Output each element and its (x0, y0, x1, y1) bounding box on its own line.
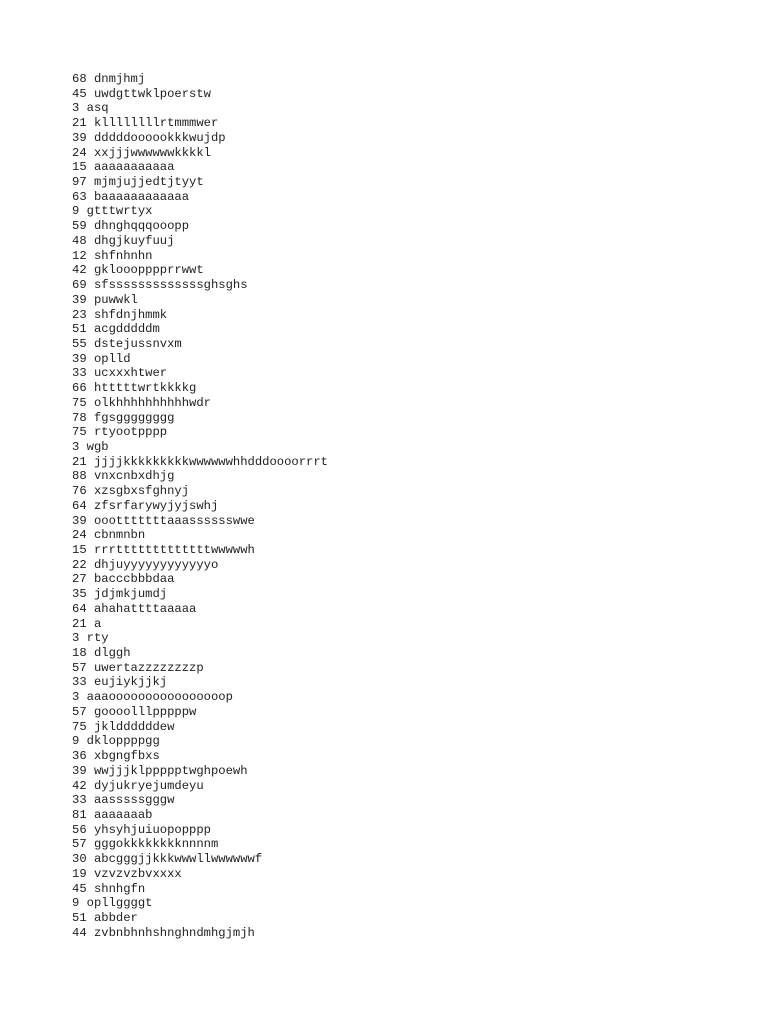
text-line: 55 dstejussnvxm (72, 336, 182, 351)
text-line: 39 oootttttttaaasssssswwe (72, 513, 255, 528)
text-line: 51 acgdddddm (72, 322, 160, 337)
text-line: 35 jdjmkjumdj (72, 587, 168, 602)
text-line: 42 dyjukryejumdeyu (72, 778, 204, 793)
text-line: 39 dddddoooookkkwujdp (72, 130, 226, 145)
text-line: 19 vzvzvzbvxxxx (72, 866, 182, 881)
text-line: 22 dhjuyyyyyyyyyyyyo (72, 557, 219, 572)
text-line: 36 xbgngfbxs (72, 749, 160, 764)
text-line: 39 oplld (72, 351, 131, 366)
text-line: 9 gtttwrtyx (72, 204, 153, 219)
text-line: 57 uwertazzzzzzzzp (72, 660, 204, 675)
text-line-list (72, 72, 328, 940)
text-line: 23 shfdnjhmmk (72, 307, 168, 322)
text-line: 15 rrrtttttttttttttwwwwwh (72, 543, 255, 557)
text-line: 97 mjmjujjedtjtyyt (72, 175, 204, 190)
text-line: 15 aaaaaaaaaaa (72, 160, 175, 175)
text-line: 33 aasssssgggw (72, 793, 175, 808)
text-line: 3 wgb (72, 439, 109, 454)
text-line: 75 rtyootpppp (72, 425, 168, 440)
text-line: 68 dnmjhmj (72, 72, 146, 86)
text-line: 75 olkhhhhhhhhhhwdr (72, 395, 211, 410)
text-line: 30 abcgggjjkkkwwwllwwwwwwf (72, 852, 263, 867)
text-line: 48 dhgjkuyfuuj (72, 233, 175, 248)
text-line: 63 baaaaaaaaaaaa (72, 189, 190, 204)
text-line: 81 aaaaaaab (72, 807, 153, 822)
text-line: 3 aaaoooooooooooooooop (72, 690, 233, 705)
text-line: 88 vnxcnbxdhjg (72, 469, 175, 484)
text-line: 18 dlggh (72, 646, 131, 661)
text-line: 24 cbnmnbn (72, 528, 146, 543)
text-line: 24 xxjjjwwwwwwkkkkl (72, 145, 211, 160)
text-line: 78 fgsgggggggg (72, 410, 175, 425)
text-line: 69 sfsssssssssssssghsghs (72, 278, 248, 293)
text-line: 66 htttttwrtkkkkg (72, 381, 197, 396)
text-line: 9 opllggggt (72, 896, 153, 911)
text-line: 33 eujiykjjkj (72, 675, 168, 690)
text-line: 39 puwwkl (72, 292, 138, 307)
text-line: 64 zfsrfarywyjyjswhj (72, 498, 219, 513)
text-line: 27 bacccbbbdaa (72, 572, 175, 587)
text-line: 76 xzsgbxsfghnyj (72, 484, 190, 499)
text-line: 3 rty (72, 631, 109, 646)
text-line: 3 asq (72, 101, 109, 116)
text-line: 51 abbder (72, 910, 138, 925)
text-line: 33 ucxxxhtwer (72, 366, 168, 381)
text-line: 12 shfnhnhn (72, 248, 153, 263)
text-line: 64 ahahattttaaaaa (72, 601, 197, 616)
text-line: 57 gggokkkkkkkknnnnm (72, 837, 219, 852)
text-line: 21 kllllllllrtmmmwer (72, 116, 219, 131)
text-line: 57 goooolllpppppw (72, 704, 197, 719)
text-line: 21 a (72, 616, 102, 631)
text-line: 42 gklooopppprrwwt (72, 263, 204, 278)
text-line: 75 jklddddddew (72, 719, 175, 734)
text-line: 45 uwdgttwklpoerstw (72, 86, 211, 101)
text-line: 39 wwjjjklppppptwghpoewh (72, 763, 248, 778)
text-line: 59 dhnghqqqooopp (72, 219, 190, 234)
text-line: 45 shnhgfn (72, 881, 146, 896)
text-line: 21 jjjjkkkkkkkkkwwwwwwhhdddoooorrrt (72, 454, 328, 469)
text-line: 9 dkloppppgg (72, 734, 160, 749)
text-line: 56 yhsyhjuiuopopppp (72, 822, 211, 837)
text-line: 44 zvbnbhnhshnghndmhgjmjh (72, 925, 255, 940)
